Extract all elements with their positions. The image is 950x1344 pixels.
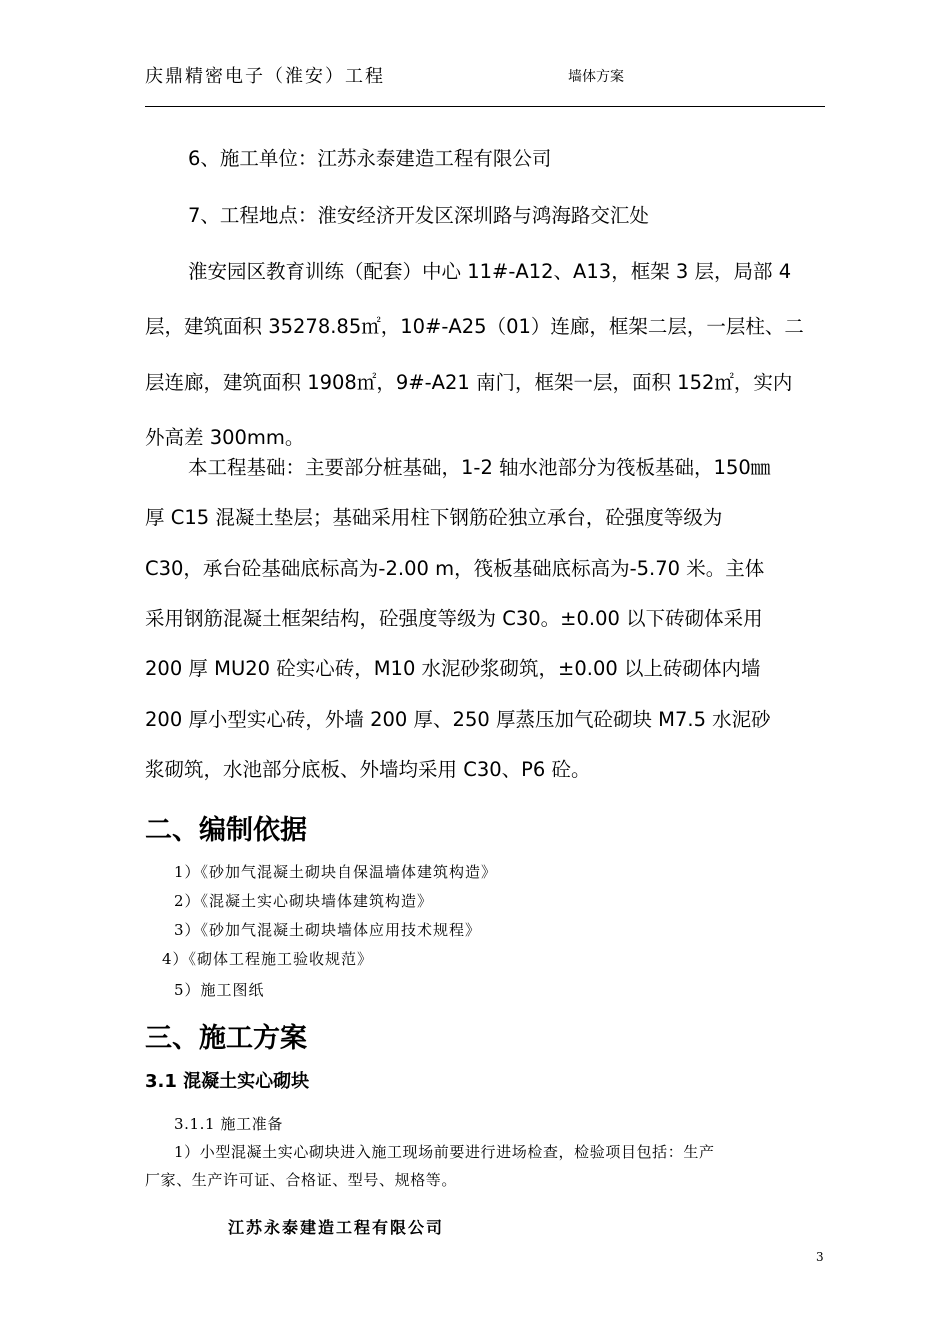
subsection-heading: 3.1 混凝土实心砌块 [145, 1071, 310, 1092]
basis-list-item: 3）《砂加气混凝土砌块墙体应用技术规程》 [174, 921, 482, 939]
basis-list-item: 2）《混凝土实心砌块墙体建筑构造》 [174, 892, 434, 910]
overview-line: 层连廊，建筑面积 1908㎡，9#-A21 南门，框架一层，面积 152㎡，实内 [145, 371, 793, 394]
header-project-title: 庆鼎精密电子（淮安）工程 [145, 66, 385, 87]
overview-line: 外高差 300mm。 [145, 426, 305, 449]
overview-line: 采用钢筋混凝土框架结构，砼强度等级为 C30。±0.00 以下砖砌体采用 [145, 607, 763, 630]
header-document-type: 墙体方案 [568, 69, 624, 85]
overview-line: 6、施工单位：江苏永泰建造工程有限公司 [188, 147, 552, 170]
overview-line: 层，建筑面积 35278.85㎡，10#-A25（01）连廊，框架二层，一层柱、二 [145, 315, 804, 338]
plan-paragraph-line: 厂家、生产许可证、合格证、型号、规格等。 [145, 1171, 458, 1189]
overview-line: 本工程基础：主要部分桩基础，1-2 轴水池部分为筏板基础，150㎜ [188, 456, 771, 479]
plan-paragraph-line: 1）小型混凝土实心砌块进入施工现场前要进行进场检查，检验项目包括：生产 [174, 1143, 715, 1161]
basis-list-item: 4）《砌体工程施工验收规范》 [162, 950, 374, 968]
section-heading-basis: 二、编制依据 [145, 815, 307, 846]
overview-line: 200 厚小型实心砖，外墙 200 厚、250 厚蒸压加气砼砌块 M7.5 水泥砂 [145, 708, 771, 731]
overview-line: 7、工程地点：淮安经济开发区深圳路与鸿海路交汇处 [188, 204, 649, 227]
footer-company-name: 江苏永泰建造工程有限公司 [228, 1218, 445, 1237]
sub-subsection-heading: 3.1.1 施工准备 [174, 1115, 283, 1133]
section-heading-plan: 三、施工方案 [145, 1023, 307, 1054]
overview-line: 淮安园区教育训练（配套）中心 11#-A12、A13，框架 3 层，局部 4 [188, 260, 792, 283]
header-divider [145, 106, 825, 107]
basis-list-item: 5）施工图纸 [174, 981, 265, 999]
overview-line: 厚 C15 混凝土垫层；基础采用柱下钢筋砼独立承台，砼强度等级为 [145, 506, 723, 529]
overview-line: 浆砌筑，水池部分底板、外墙均采用 C30、P6 砼。 [145, 758, 591, 781]
basis-list-item: 1）《砂加气混凝土砌块自保温墙体建筑构造》 [174, 863, 498, 881]
page-number: 3 [816, 1250, 824, 1264]
overview-line: 200 厚 MU20 砼实心砖，M10 水泥砂浆砌筑，±0.00 以上砖砌体内墙 [145, 657, 761, 680]
overview-line: C30，承台砼基础底标高为-2.00 m，筏板基础底标高为-5.70 米。主体 [145, 557, 765, 580]
